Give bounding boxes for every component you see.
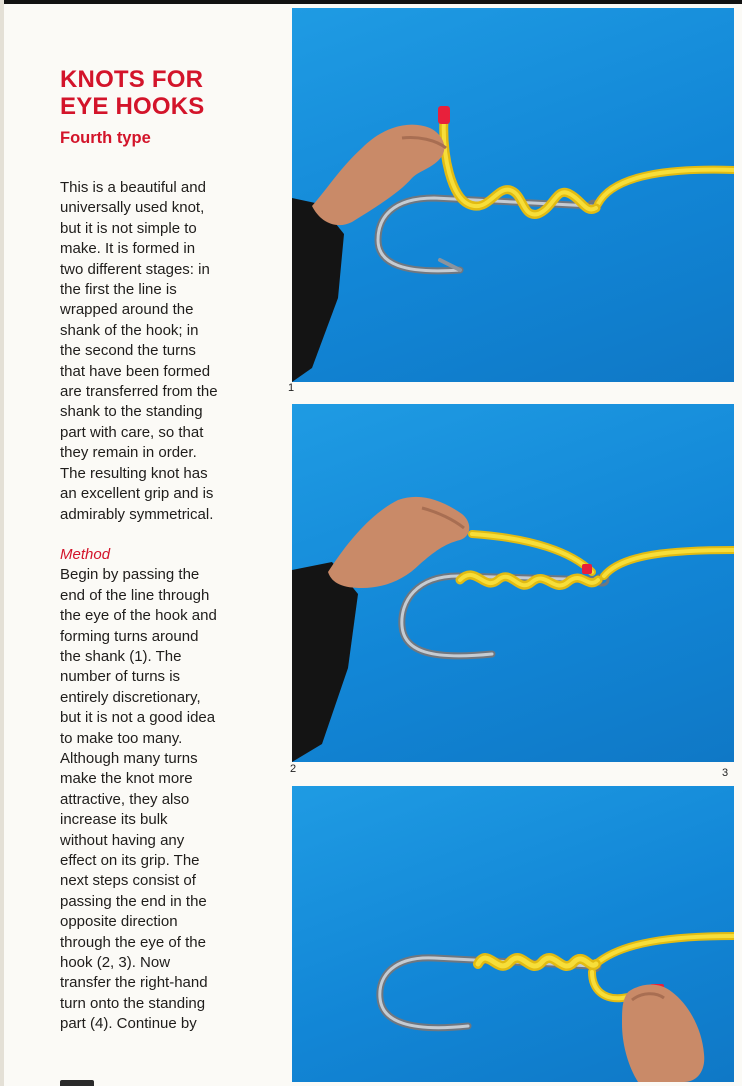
- hook-shape: [378, 198, 600, 271]
- intro-line: universally used knot,: [60, 199, 205, 217]
- photo-step-2: [292, 404, 734, 762]
- intro-line: an excellent grip and is: [60, 485, 214, 503]
- page-edge: [0, 0, 4, 1086]
- method-line: forming turns around: [60, 627, 199, 645]
- method-line: make the knot more: [60, 770, 193, 788]
- method-heading: Method: [60, 545, 111, 563]
- intro-line: make. It is formed in: [60, 240, 196, 258]
- method-line: turn onto the standing: [60, 994, 206, 1012]
- intro-line: the second the turns: [60, 342, 196, 360]
- page-title-line-1: KNOTS FOR: [60, 66, 204, 93]
- page-number-fragment: [60, 1080, 94, 1086]
- method-line: Although many turns: [60, 749, 198, 767]
- method-line: number of turns is: [60, 668, 181, 686]
- hand-shape: [622, 985, 704, 1083]
- figure-number-3: 3: [722, 767, 729, 779]
- sleeve-shape: [292, 198, 344, 382]
- intro-line: The resulting knot has: [60, 464, 208, 482]
- intro-line: the first the line is: [60, 281, 177, 299]
- intro-paragraph: [60, 178, 288, 1035]
- intro-line: are transferred from the: [60, 383, 218, 401]
- photo-step-1-illustration: [292, 8, 734, 382]
- yellow-line: [460, 534, 734, 585]
- yellow-line: [478, 936, 734, 998]
- text-column: [60, 66, 288, 1035]
- method-line: hook (2, 3). Now: [60, 954, 171, 972]
- page-title-line-2: EYE HOOKS: [60, 93, 205, 120]
- intro-line: wrapped around the: [60, 301, 194, 319]
- method-line: the eye of the hook and: [60, 607, 217, 625]
- intro-line: shank to the standing: [60, 403, 203, 421]
- method-line: transfer the right-hand: [60, 974, 208, 992]
- intro-line: shank of the hook; in: [60, 321, 199, 339]
- page-subtitle: Fourth type: [60, 129, 151, 147]
- method-line: passing the end in the: [60, 892, 207, 910]
- intro-line: part with care, so that: [60, 423, 204, 441]
- top-rule: [0, 0, 742, 4]
- method-line: attractive, they also: [60, 790, 190, 808]
- method-line: increase its bulk: [60, 811, 168, 829]
- photo-step-3-illustration: [292, 786, 734, 1082]
- photo-step-2-illustration: [292, 404, 734, 762]
- hook-shape: [402, 575, 608, 656]
- photo-step-1: [292, 8, 734, 382]
- intro-line: but it is not simple to: [60, 219, 197, 237]
- method-line: next steps consist of: [60, 872, 196, 890]
- method-line: end of the line through: [60, 586, 210, 604]
- method-line: to make too many.: [60, 729, 183, 747]
- sleeve-shape: [292, 562, 358, 762]
- intro-line: admirably symmetrical.: [60, 505, 214, 523]
- hand-shape: [312, 125, 446, 226]
- intro-line: that have been formed: [60, 362, 211, 380]
- intro-line: two different stages: in: [60, 260, 210, 278]
- method-line: but it is not a good idea: [60, 709, 216, 727]
- figure-number-1: 1: [288, 382, 295, 394]
- method-line: without having any: [60, 831, 185, 849]
- method-line: opposite direction: [60, 913, 178, 931]
- intro-line: they remain in order.: [60, 444, 197, 462]
- figure-number-2: 2: [290, 763, 297, 775]
- photo-step-3: [292, 786, 734, 1082]
- method-line: entirely discretionary,: [60, 688, 201, 706]
- method-line: the shank (1). The: [60, 647, 182, 665]
- intro-line: This is a beautiful and: [60, 179, 206, 196]
- method-line: through the eye of the: [60, 933, 206, 951]
- method-line: part (4). Continue by: [60, 1015, 197, 1033]
- method-line: Begin by passing the: [60, 566, 200, 584]
- method-line: effect on its grip. The: [60, 852, 200, 869]
- page-title: [60, 66, 288, 120]
